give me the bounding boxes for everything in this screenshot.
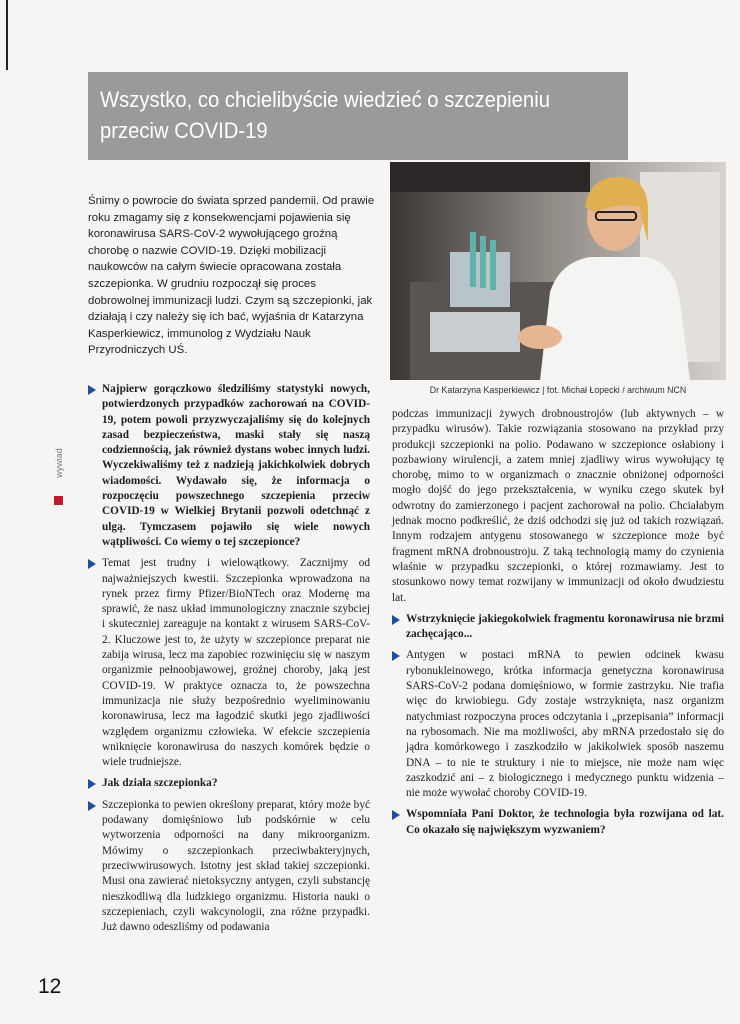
triangle-bullet-icon: [88, 559, 96, 569]
interview-question: Wstrzyknięcie jakiegokolwiek fragmentu koronawirusa nie brzmi zachęcająco...: [392, 612, 724, 643]
page-edge-line: [6, 0, 8, 70]
article-title: Wszystko, co chcielibyście wiedzieć o szczepieniu przeciw COVID-19: [100, 87, 550, 143]
triangle-bullet-icon: [392, 810, 400, 820]
interview-question: Wspomniała Pani Doktor, że technologia była rozwijana od lat. Co okazało się największym wyzwaniem?: [392, 807, 724, 838]
title-box: [88, 72, 628, 160]
triangle-bullet-icon: [88, 801, 96, 811]
interview-answer: Antygen w postaci mRNA to pewien odcinek kwasu rybonukleinowego, krótka informacja genetyczna koronawirusa SARS-CoV-2 podana domięśniowo, w formie zastrzyku. Nie trafia więc do krwiobiegu. Gdy zostaje wstrzyknięta, nasz organizm natychmiast rozpoczyna proces odczytania i „przepisania” informacji na rybosomach. Nie ma możliwości, aby mRNA przedostało się do jądra komórkowego i zaszkodziło w jakikolwiek sposób naszemu DNA – to nie te struktury i nie to miejsce, nie może nam więc zaszkodzić ani – z biologicznego i medycznego punktu widzenia – nie może wywołać choroby COVID-19.: [392, 648, 724, 801]
interview-question: Jak działa szczepionka?: [88, 776, 370, 791]
article-lead: Śnimy o powrocie do świata sprzed pandemii. Od prawie roku zmagamy się z konsekwencjami pojawienia się koronawirusa SARS-CoV-2 wywołującego groźną chorobę o nazwie COVID-19. Dzięki mobilizacji naukowców na całym świecie opracowana została szczepionka. W grudniu rozpoczął się proces dobrowolnej immunizacji ludzi. Czym są szczepionki, jak działają i czy należy się ich bać, wyjaśnia dr Katarzyna Kasperkiewicz, immunolog z Wydziału Nauk Przyrodniczych UŚ.: [88, 195, 375, 357]
interview-answer: Temat jest trudny i wielowątkowy. Zacznijmy od najważniejszych kwestii. Szczepionka wprowadzona na rynek przez firmy Pfizer/BioNTech oraz Modernę ma sprawić, że nasz układ immunologiczny znacznie szybciej i skuteczniej zareaguje na kontakt z wirusem SARS-CoV-2. Kluczowe jest to, że użyty w szczepionce preparat nie zabija wirusa, lecz ma zapobiec rozwinięciu się w naszym organizmie pełnoobjawowej, groźnej choroby, jaką jest COVID-19. W praktyce oznacza to, że powszechna immunizacja nie służy bezpośrednio wyeliminowaniu koronawirusa, lecz ma łagodzić skutki jego zjadliwości względem organizmu człowieka. W efekcie szczepienia wniknięcie koronawirusa do naszych komórek będzie o wiele trudniejsze.: [88, 556, 370, 770]
interview-answer-continuation: podczas immunizacji żywych drobnoustrojów (lub aktywnych – w przypadku wirusów). Takie rozwiązania stosowano na przykład przy produkcji szczepionki na polio. Podawano w szczepionce osłabiony i pozbawiony wirulencji, a zatem mniej zjadliwy wirus wywołujący tę chorobę, mimo to w organizmach o znacznie obniżonej odporności mogło dojść do jego przekształcenia, w wyniku czego skutek był odwrotny do zamierzonego i pacjent zachorował na polio. Chciałabym jednak mocno podkreślić, że dziś odchodzi się już od takich rozwiązań. Innym rodzajem antygenu stosowanego w szczepionce może być fragment mRNA drobnoustroju. Z taką technologią mamy do czynienia właśnie w przypadku szczepionki, o której rozmawiamy. Jest to stosunkowo nowy temat rozwijany w immunizacji od około dwudziestu lat.: [392, 408, 724, 604]
triangle-bullet-icon: [88, 385, 96, 395]
photo-caption: Dr Katarzyna Kasperkiewicz | fot. Michał Łopecki / archiwum NCN: [429, 385, 687, 395]
triangle-bullet-icon: [88, 779, 96, 789]
interview-question: Najpierw gorączkowo śledziliśmy statystyki nowych, potwierdzonych przypadków zachorowań na COVID-19, potem powoli przyzwyczajaliśmy się do kolejnych zasad bezpieczeństwa, maski stały się naszą codziennością, jak również dystans wobec innych ludzi. Wyczekiwaliśmy też z nadzieją jakichkolwiek dobrych wiadomości. Wydawało się, że informacja o rozpoczęciu powszechnego szczepienia przeciw COVID-19 w Wielkiej Brytanii pozwoli odetchnąć z ulgą. Tymczasem pojawiło się wiele nowych wątpliwości. Co wiemy o tej szczepionce?: [88, 382, 370, 550]
section-label: [52, 440, 66, 500]
interview-answer: Szczepionka to pewien określony preparat, który może być podawany domięśniowo lub podskórnie w celu wytworzenia odporności na dany mikroorganizm. Mówimy o szczepionkach przeciwbakteryjnych, przeciwwirusowych. Istotny jest skład takiej szczepionki. Musi ona zawierać nietoksyczny antygen, czyli substancję nieszkodliwą dla ludzkiego organizmu. Historia nauki o szczepieniach, czyli wakcynologii, zna różne przypadki. Już dawno odeszliśmy od podawania: [88, 798, 370, 936]
right-column: [392, 407, 724, 838]
lab-photo-image: [390, 162, 726, 380]
triangle-bullet-icon: [392, 651, 400, 661]
section-label-text: wywiad: [54, 448, 64, 478]
article-photo: [390, 162, 726, 380]
page-number: 12: [38, 975, 62, 998]
left-column: [88, 382, 370, 935]
triangle-bullet-icon: [392, 615, 400, 625]
section-square-icon: [54, 496, 63, 505]
